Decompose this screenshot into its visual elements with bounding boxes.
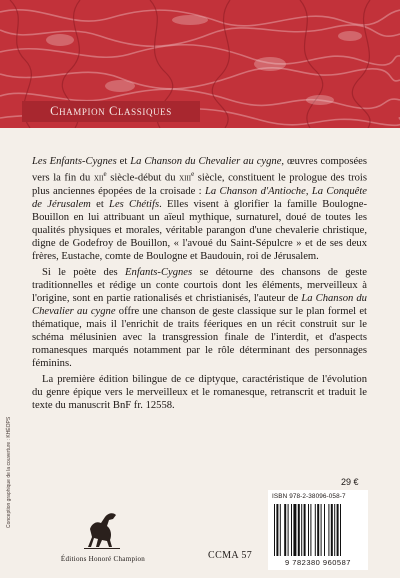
isbn-label: ISBN 978-2-38096-058-7 <box>272 493 346 500</box>
title-enfants-cygnes: Enfants-Cygnes <box>125 266 193 278</box>
title-enfants-cygnes: Les Enfants-Cygnes <box>32 156 117 167</box>
title-chanson-antioche: La Chanson d'Antioche <box>205 185 306 197</box>
barcode-area <box>268 490 368 570</box>
text-run: offre une chanson de geste classique sur le plan formel et thématique, mais il l'enrichit de traits féeriques en un récit construit sur le schéma mélusinien avec la transgression finale de l'interdit, et d'aspects romanesques marqués notamment par le rôle déterminant des personnages féminins. <box>32 306 367 370</box>
blurb-paragraph-2 <box>32 266 367 370</box>
century-suffix: e <box>103 170 107 179</box>
barcode-digits: 9 782380 960587 <box>285 558 351 567</box>
back-cover-blurb <box>32 155 367 415</box>
price: 29 € <box>341 477 359 487</box>
publisher-name: Éditions Honoré Champion <box>60 555 146 563</box>
text-run: se détourne des chansons de geste traditionnelles et rédige un conte courtois dont les éléments, merveilleux à l'origine, sont en partie rationalisés et christianisés, l'auteur de <box>32 266 367 304</box>
title-chevalier-au-cygne: La Chanson du Chevalier au cygne <box>32 293 367 318</box>
blurb-paragraph-1 <box>32 155 367 263</box>
series-code: CCMA 57 <box>208 550 253 561</box>
barcode-icon <box>272 504 364 558</box>
text-run: , œuvres composées vers la fin du <box>32 156 367 184</box>
title-chetifs: Les Chétifs <box>109 198 160 210</box>
title-conquete-jerusalem: La Conquête de Jérusalem <box>32 185 367 210</box>
marbled-cover-art <box>0 0 400 128</box>
text-run: siècle, constituent le prologue des trois plus anciennes épopées de la croisade : <box>32 172 367 197</box>
text-run: et <box>116 156 131 167</box>
cover-design-credit: Conception graphique de la couverture : KHÉOPS <box>6 416 12 528</box>
publisher-horse-logo-icon <box>82 507 122 549</box>
text-run: et <box>90 198 110 210</box>
century-numeral: xiii <box>179 172 192 184</box>
text-run: , <box>305 185 312 197</box>
text-run: siècle-début du <box>106 172 180 184</box>
text-run: . Elles visent à glorifier la famille Boulogne-Bouillon en lui attribuant un aïeul mythique, surnaturel, doué de toutes les qualités physiques et morales, véritable parangon d'une chevalerie christique, digne de Godefroy de Bouillon, « l'avoué du Saint-Sépulcre » et de ses deux frères, Eustache, comte de Boulogne et Baudouin, roi de Jérusalem. <box>32 198 367 262</box>
century-numeral: xii <box>93 172 104 184</box>
century-suffix: e <box>191 170 195 179</box>
title-chevalier-au-cygne: La Chanson du Chevalier au cygne <box>130 156 282 167</box>
text-run: Si le poète des <box>42 266 126 278</box>
blurb-paragraph-3: La première édition bilingue de ce diptyque, caractéristique de l'évolution du genre épique vers le merveilleux et le romanesque, retranscrit et traduit le texte du manuscrit BnF fr. 12558. <box>32 374 367 412</box>
series-band: Champion Classiques <box>22 101 200 122</box>
